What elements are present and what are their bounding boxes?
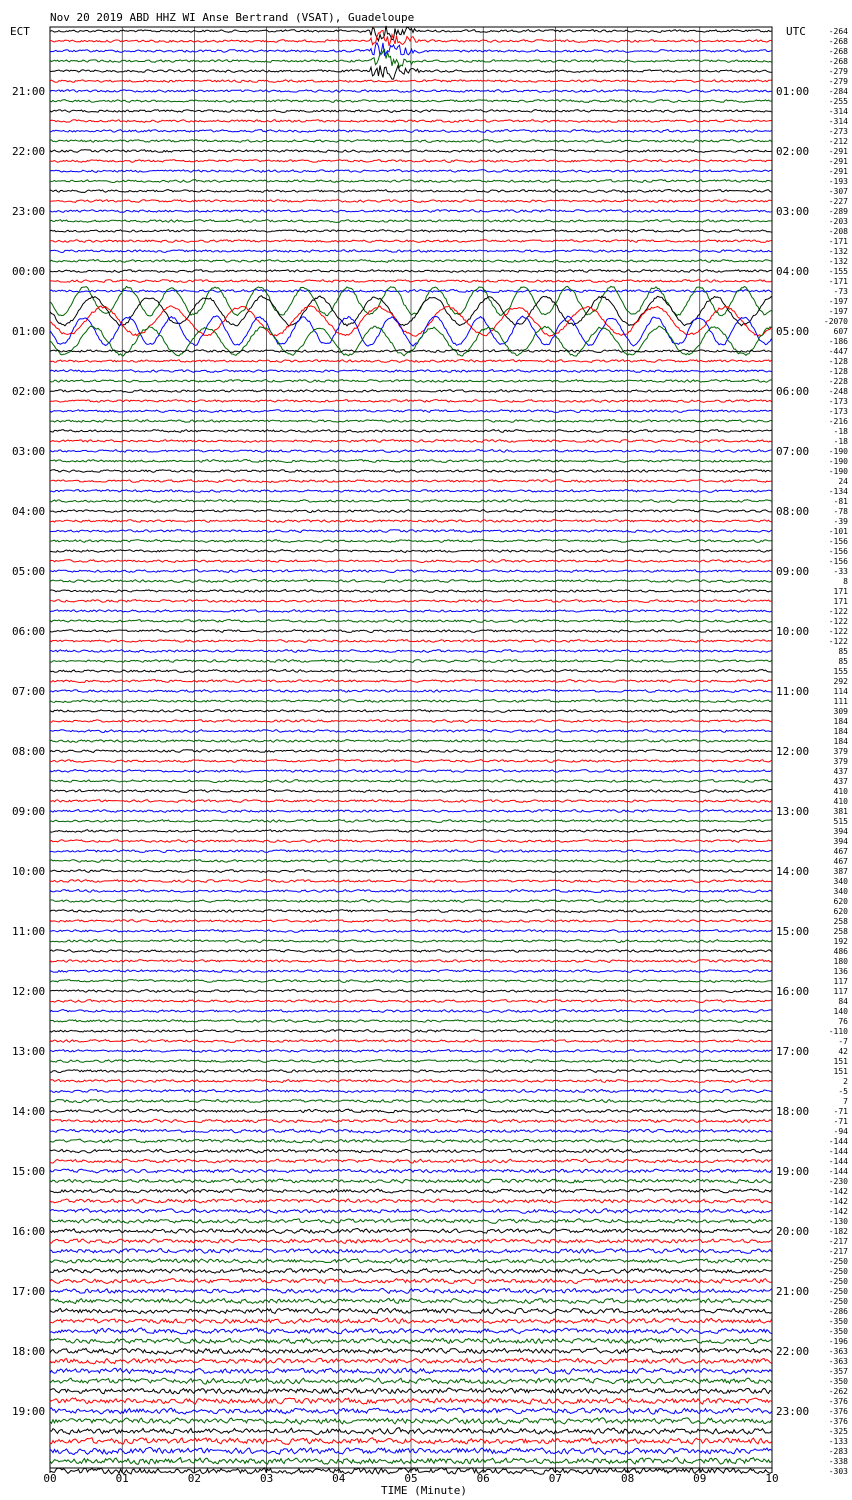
left-hour-label: 19:00 [12, 1405, 46, 1418]
right-hour-label: 04:00 [776, 265, 810, 278]
trace-offset-label: -133 [828, 1437, 848, 1446]
trace-offset-label: -39 [833, 517, 848, 526]
left-hour-label: 03:00 [12, 445, 46, 458]
trace-offset-label: 467 [833, 857, 848, 866]
trace-offset-label: 8 [843, 577, 848, 586]
trace-offset-label: -250 [828, 1297, 848, 1306]
right-hour-label: 17:00 [776, 1045, 810, 1058]
trace-offset-label: -144 [828, 1147, 848, 1156]
trace-offset-label: -250 [828, 1277, 848, 1286]
x-tick-label: 06 [476, 1472, 490, 1485]
trace-offset-label: -350 [828, 1327, 848, 1336]
trace-offset-label: -303 [828, 1467, 848, 1476]
trace-offset-label: 486 [833, 947, 848, 956]
right-hour-label: 15:00 [776, 925, 810, 938]
trace-offset-label: -73 [833, 287, 848, 296]
trace-offset-label: -217 [828, 1237, 848, 1246]
left-hour-label: 17:00 [12, 1285, 46, 1298]
trace-offset-label: -291 [828, 167, 848, 176]
trace-offset-label: -363 [828, 1357, 848, 1366]
trace-offset-labels [824, 27, 848, 1476]
trace-offset-label: -217 [828, 1247, 848, 1256]
trace-offset-label: -78 [833, 507, 848, 516]
trace-offset-label: -156 [828, 547, 848, 556]
trace-offset-label: -110 [828, 1027, 848, 1036]
trace-offset-label: -350 [828, 1377, 848, 1386]
trace-offset-label: -132 [828, 247, 848, 256]
trace-offset-label: -182 [828, 1227, 848, 1236]
trace-offset-label: 7 [843, 1097, 848, 1106]
trace-offset-label: -2070 [823, 317, 848, 326]
trace-offset-label: -132 [828, 257, 848, 266]
trace-offset-label: 309 [833, 707, 848, 716]
trace-offset-label: -264 [828, 27, 848, 36]
right-hour-label: 01:00 [776, 85, 810, 98]
left-hour-label: 14:00 [12, 1105, 46, 1118]
right-hour-label: 14:00 [776, 865, 810, 878]
trace-offset-label: -227 [828, 197, 848, 206]
left-timezone-label: ECT [10, 25, 30, 38]
trace-offset-label: -186 [828, 337, 848, 346]
left-hour-label: 15:00 [12, 1165, 46, 1178]
trace-offset-label: -190 [828, 457, 848, 466]
trace-offset-label: -208 [828, 227, 848, 236]
trace-offset-label: 84 [838, 997, 848, 1006]
trace-offset-label: -248 [828, 387, 848, 396]
trace-offset-label: 155 [833, 667, 848, 676]
x-tick-label: 10 [765, 1472, 779, 1485]
trace-offset-label: -250 [828, 1267, 848, 1276]
trace-offset-label: 184 [833, 727, 848, 736]
trace-offset-label: 136 [833, 967, 848, 976]
trace-offset-label: 258 [833, 917, 848, 926]
trace-offset-label: -128 [828, 367, 848, 376]
trace-offset-label: -279 [828, 77, 848, 86]
trace-offset-label: -357 [828, 1367, 848, 1376]
trace-offset-label: -291 [828, 157, 848, 166]
trace-offset-label: 258 [833, 927, 848, 936]
trace-offset-label: -203 [828, 217, 848, 226]
trace-offset-label: -18 [833, 437, 848, 446]
left-hour-label: 13:00 [12, 1045, 46, 1058]
x-tick-label: 05 [404, 1472, 418, 1485]
trace-offset-label: 620 [833, 897, 848, 906]
x-tick-label: 03 [259, 1472, 274, 1485]
left-hour-label: 05:00 [12, 565, 46, 578]
left-hour-label: 08:00 [12, 745, 46, 758]
right-hour-label: 23:00 [776, 1405, 810, 1418]
trace-offset-label: -314 [828, 117, 848, 126]
trace-offset-label: 467 [833, 847, 848, 856]
trace-offset-label: 192 [833, 937, 848, 946]
left-hour-label: 22:00 [12, 145, 46, 158]
trace-offset-label: 292 [833, 677, 848, 686]
trace-offset-label: -307 [828, 187, 848, 196]
trace-offset-label: -128 [828, 357, 848, 366]
trace-offset-label: 151 [833, 1057, 848, 1066]
trace-offset-label: -156 [828, 557, 848, 566]
trace-offset-label: -142 [828, 1197, 848, 1206]
trace-offset-label: -173 [828, 397, 848, 406]
trace-offset-label: -7 [838, 1037, 848, 1046]
trace-offset-label: -289 [828, 207, 848, 216]
trace-offset-label: -33 [833, 567, 848, 576]
right-hour-label: 10:00 [776, 625, 810, 638]
trace-offset-label: -142 [828, 1187, 848, 1196]
right-hour-label: 16:00 [776, 985, 810, 998]
trace-offset-label: 410 [833, 787, 848, 796]
trace-offset-label: 620 [833, 907, 848, 916]
trace-offset-label: 379 [833, 757, 848, 766]
left-hour-label: 09:00 [12, 805, 46, 818]
left-hour-label: 02:00 [12, 385, 46, 398]
x-tick-label: 07 [548, 1472, 563, 1485]
chart-title: Nov 20 2019 ABD HHZ WI Anse Bertrand (VSAT), Guadeloupe [50, 11, 415, 24]
trace-offset-label: 114 [833, 687, 848, 696]
trace-offset-label: -284 [828, 87, 848, 96]
trace-offset-label: -193 [828, 177, 848, 186]
trace-offset-label: -268 [828, 47, 848, 56]
right-hour-label: 22:00 [776, 1345, 810, 1358]
trace-offset-label: 85 [838, 657, 848, 666]
trace-offset-label: -363 [828, 1347, 848, 1356]
trace-offset-label: -144 [828, 1137, 848, 1146]
trace-offset-label: -228 [828, 377, 848, 386]
trace-offset-label: -71 [833, 1107, 848, 1116]
right-hour-label: 13:00 [776, 805, 810, 818]
trace-offset-label: -286 [828, 1307, 848, 1316]
trace-offset-label: 184 [833, 717, 848, 726]
trace-offset-label: 117 [833, 987, 848, 996]
trace-offset-label: -156 [828, 537, 848, 546]
trace-offset-label: -171 [828, 237, 848, 246]
right-hour-label: 03:00 [776, 205, 810, 218]
trace-offset-label: -122 [828, 637, 848, 646]
right-hour-label: 09:00 [776, 565, 810, 578]
trace-offset-label: 515 [833, 817, 848, 826]
trace-offset-label: -81 [833, 497, 848, 506]
trace-offset-label: -279 [828, 67, 848, 76]
trace-offset-label: -130 [828, 1217, 848, 1226]
trace-offset-label: 2 [843, 1077, 848, 1086]
trace-offset-label: -134 [828, 487, 848, 496]
left-hour-label: 18:00 [12, 1345, 46, 1358]
trace-offset-label: 24 [838, 477, 848, 486]
trace-offset-label: -262 [828, 1387, 848, 1396]
right-hour-label: 11:00 [776, 685, 810, 698]
trace-offset-label: -155 [828, 267, 848, 276]
trace-offset-label: 379 [833, 747, 848, 756]
right-hour-label: 06:00 [776, 385, 810, 398]
minute-gridlines [122, 27, 700, 1468]
trace-offset-label: 111 [833, 697, 848, 706]
trace-offset-label: -250 [828, 1287, 848, 1296]
trace-offset-label: -142 [828, 1207, 848, 1216]
trace-offset-label: 85 [838, 647, 848, 656]
trace-offset-label: 340 [833, 877, 848, 886]
right-hour-label: 02:00 [776, 145, 810, 158]
trace-offset-label: -447 [828, 347, 848, 356]
left-hour-label: 06:00 [12, 625, 46, 638]
trace-offset-label: 394 [833, 827, 848, 836]
left-hour-label: 01:00 [12, 325, 46, 338]
trace-offset-label: 171 [833, 597, 848, 606]
left-hour-label: 11:00 [12, 925, 46, 938]
trace-offset-label: 184 [833, 737, 848, 746]
trace-offset-label: -376 [828, 1397, 848, 1406]
trace-offset-label: 437 [833, 777, 848, 786]
x-tick-label: 02 [187, 1472, 202, 1485]
trace-offset-label: -197 [828, 307, 848, 316]
trace-offset-label: -122 [828, 627, 848, 636]
x-tick-label: 01 [115, 1472, 129, 1485]
trace-offset-label: 381 [833, 807, 848, 816]
trace-offset-label: -273 [828, 127, 848, 136]
trace-offset-label: -216 [828, 417, 848, 426]
trace-offset-label: 387 [833, 867, 848, 876]
right-hour-label: 18:00 [776, 1105, 810, 1118]
trace-offset-label: -101 [828, 527, 848, 536]
trace-offset-label: -122 [828, 617, 848, 626]
x-axis-label: TIME (Minute) [380, 1484, 468, 1497]
trace-offset-label: -71 [833, 1117, 848, 1126]
trace-offset-label: 394 [833, 837, 848, 846]
right-hour-label: 19:00 [776, 1165, 810, 1178]
trace-offset-label: -250 [828, 1257, 848, 1266]
trace-offset-label: 607 [833, 327, 848, 336]
trace-offset-label: 76 [838, 1017, 848, 1026]
trace-offset-label: -376 [828, 1407, 848, 1416]
trace-offset-label: -291 [828, 147, 848, 156]
trace-offset-label: 437 [833, 767, 848, 776]
trace-offset-label: 140 [833, 1007, 848, 1016]
trace-offset-label: -197 [828, 297, 848, 306]
x-tick-label: 09 [693, 1472, 707, 1485]
trace-offset-label: -268 [828, 57, 848, 66]
trace-offset-label: -212 [828, 137, 848, 146]
right-hour-label: 20:00 [776, 1225, 810, 1238]
trace-offset-label: 42 [838, 1047, 848, 1056]
trace-offset-label: -376 [828, 1417, 848, 1426]
trace-offset-label: -171 [828, 277, 848, 286]
trace-offset-label: -230 [828, 1177, 848, 1186]
trace-offset-label: 340 [833, 887, 848, 896]
x-tick-label: 08 [620, 1472, 635, 1485]
trace-offset-label: -18 [833, 427, 848, 436]
right-hour-label: 21:00 [776, 1285, 810, 1298]
trace-offset-label: -325 [828, 1427, 848, 1436]
right-hour-labels [776, 85, 809, 1418]
trace-offset-label: -173 [828, 407, 848, 416]
trace-offset-label: -350 [828, 1317, 848, 1326]
trace-offset-label: -144 [828, 1167, 848, 1176]
trace-offset-label: 117 [833, 977, 848, 986]
right-hour-label: 08:00 [776, 505, 810, 518]
left-hour-label: 10:00 [12, 865, 46, 878]
trace-offset-label: -190 [828, 467, 848, 476]
x-tick-label: 00 [43, 1472, 57, 1485]
trace-offset-label: -283 [828, 1447, 848, 1456]
trace-offset-label: -338 [828, 1457, 848, 1466]
left-hour-label: 23:00 [12, 205, 46, 218]
trace-offset-label: -5 [838, 1087, 848, 1096]
right-hour-label: 05:00 [776, 325, 810, 338]
trace-offset-label: 171 [833, 587, 848, 596]
trace-offset-label: -122 [828, 607, 848, 616]
right-hour-label: 12:00 [776, 745, 810, 758]
trace-offset-label: -314 [828, 107, 848, 116]
trace-offset-label: -94 [833, 1127, 848, 1136]
x-tick-label: 04 [332, 1472, 346, 1485]
left-hour-label: 12:00 [12, 985, 46, 998]
left-hour-label: 00:00 [12, 265, 46, 278]
trace-offset-label: -144 [828, 1157, 848, 1166]
left-hour-label: 07:00 [12, 685, 46, 698]
trace-offset-label: 151 [833, 1067, 848, 1076]
trace-offset-label: -268 [828, 37, 848, 46]
right-hour-label: 07:00 [776, 445, 810, 458]
trace-offset-label: -255 [828, 97, 848, 106]
left-hour-label: 16:00 [12, 1225, 46, 1238]
right-timezone-label: UTC [786, 25, 806, 38]
trace-offset-label: 410 [833, 797, 848, 806]
trace-offset-label: -196 [828, 1337, 848, 1346]
left-hour-label: 04:00 [12, 505, 46, 518]
left-hour-label: 21:00 [12, 85, 46, 98]
trace-offset-label: 180 [833, 957, 848, 966]
left-hour-labels [12, 85, 45, 1418]
trace-offset-label: -190 [828, 447, 848, 456]
